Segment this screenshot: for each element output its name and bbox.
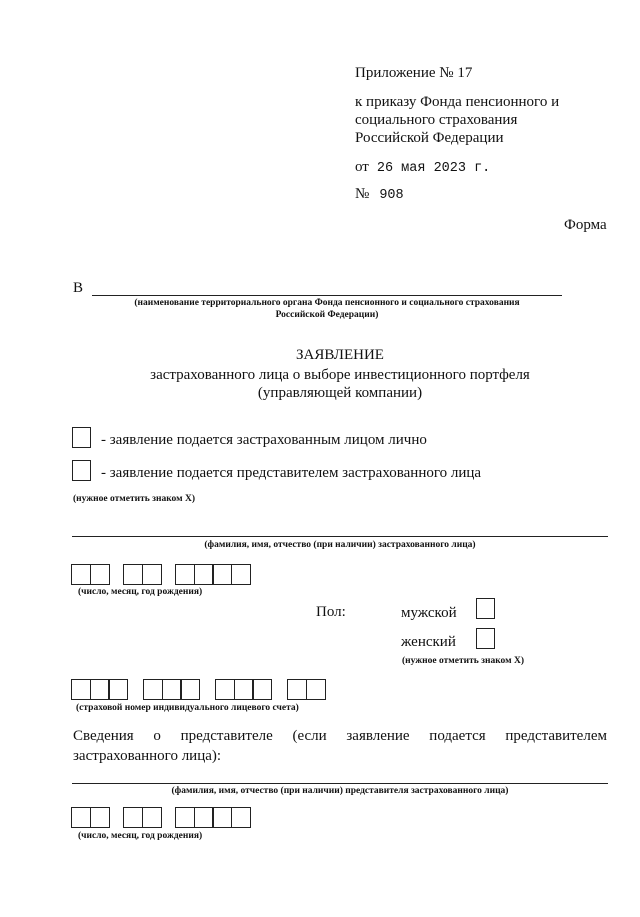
- digit-cell[interactable]: [180, 679, 200, 700]
- submission-personal-checkbox[interactable]: [72, 427, 91, 448]
- digit-cell[interactable]: [194, 564, 214, 585]
- digit-cell[interactable]: [306, 679, 326, 700]
- digit-cell[interactable]: [212, 564, 232, 585]
- digit-cell[interactable]: [71, 807, 91, 828]
- digit-cell[interactable]: [234, 679, 254, 700]
- representative-intro-line-1: [73, 728, 607, 745]
- gender-female-label: женский: [401, 634, 456, 650]
- digit-cell[interactable]: [212, 807, 232, 828]
- digit-cell[interactable]: [231, 564, 251, 585]
- addressee-caption-2: Российской Федерации): [275, 310, 379, 320]
- digit-cell[interactable]: [90, 564, 110, 585]
- digit-cell[interactable]: [142, 807, 162, 828]
- digit-cell[interactable]: [215, 679, 235, 700]
- insured-birth-year[interactable]: [175, 564, 251, 585]
- representative-birth-day[interactable]: [71, 807, 110, 828]
- insured-birth-caption: (число, месяц, год рождения): [78, 587, 203, 597]
- snils-part-1[interactable]: [71, 679, 128, 700]
- digit-cell[interactable]: [108, 679, 128, 700]
- order-line-2: социального страхования: [355, 112, 518, 128]
- document-subtitle-1: застрахованного лица о выборе инвестиционного портфеля: [150, 367, 530, 383]
- digit-cell[interactable]: [175, 564, 195, 585]
- intro-word: (если: [292, 728, 327, 744]
- digit-cell[interactable]: [71, 679, 91, 700]
- digit-cell[interactable]: [123, 564, 143, 585]
- representative-birth-year[interactable]: [175, 807, 251, 828]
- digit-cell[interactable]: [162, 679, 182, 700]
- gender-female-checkbox[interactable]: [476, 628, 495, 649]
- submission-representative-label: - заявление подается представителем застрахованного лица: [101, 465, 482, 481]
- gender-hint: (нужное отметить знаком Х): [402, 656, 524, 666]
- insured-name-line[interactable]: [72, 536, 608, 537]
- representative-birth-month[interactable]: [123, 807, 162, 828]
- intro-word: о: [153, 728, 161, 744]
- addressee-line[interactable]: [92, 295, 562, 296]
- intro-word: представителем: [505, 728, 607, 744]
- submission-representative-checkbox[interactable]: [72, 460, 91, 481]
- document-subtitle-2: (управляющей компании): [257, 385, 423, 401]
- mark-hint: (нужное отметить знаком Х): [73, 494, 195, 504]
- order-number-value: 908: [379, 188, 404, 203]
- snils-part-2[interactable]: [143, 679, 200, 700]
- insured-birth-month[interactable]: [123, 564, 162, 585]
- order-line-3: Российской Федерации: [355, 130, 504, 146]
- snils-part-4[interactable]: [287, 679, 326, 700]
- gender-label: Пол:: [316, 604, 346, 620]
- digit-cell[interactable]: [143, 679, 163, 700]
- representative-name-caption: (фамилия, имя, отчество (при наличии) представителя застрахованного лица): [171, 786, 509, 796]
- digit-cell[interactable]: [142, 564, 162, 585]
- digit-cell[interactable]: [287, 679, 307, 700]
- digit-cell[interactable]: [194, 807, 214, 828]
- order-date-value: 26 мая 2023 г.: [376, 161, 491, 176]
- addressee-prefix: В: [73, 280, 84, 296]
- snils-caption: (страховой номер индивидуального лицевого счета): [76, 703, 299, 713]
- intro-word: представителе: [180, 728, 273, 744]
- digit-cell[interactable]: [123, 807, 143, 828]
- addressee-caption-1: (наименование территориального органа Фонда пенсионного и социального страхования: [134, 298, 520, 308]
- form-label: Форма: [564, 217, 607, 233]
- intro-word: подается: [429, 728, 486, 744]
- intro-word: заявление: [346, 728, 410, 744]
- insured-birth-day[interactable]: [71, 564, 110, 585]
- digit-cell[interactable]: [90, 679, 110, 700]
- insured-name-caption: (фамилия, имя, отчество (при наличии) застрахованного лица): [204, 540, 476, 550]
- submission-personal-label: - заявление подается застрахованным лицом лично: [101, 432, 427, 448]
- representative-intro-line-2: застрахованного лица):: [73, 748, 222, 764]
- gender-male-label: мужской: [401, 605, 457, 621]
- intro-word: Сведения: [73, 728, 134, 744]
- digit-cell[interactable]: [231, 807, 251, 828]
- order-date: [355, 158, 490, 176]
- order-date-prefix: от: [355, 159, 369, 175]
- order-number-prefix: №: [355, 186, 370, 202]
- gender-male-checkbox[interactable]: [476, 598, 495, 619]
- representative-name-line[interactable]: [72, 783, 608, 784]
- document-title: ЗАЯВЛЕНИЕ: [296, 347, 384, 363]
- appendix-number: Приложение № 17: [355, 65, 473, 81]
- digit-cell[interactable]: [252, 679, 272, 700]
- digit-cell[interactable]: [71, 564, 91, 585]
- representative-birth-caption: (число, месяц, год рождения): [78, 831, 203, 841]
- digit-cell[interactable]: [90, 807, 110, 828]
- digit-cell[interactable]: [175, 807, 195, 828]
- order-number: [355, 185, 404, 203]
- order-line-1: к приказу Фонда пенсионного и: [355, 94, 560, 110]
- snils-part-3[interactable]: [215, 679, 272, 700]
